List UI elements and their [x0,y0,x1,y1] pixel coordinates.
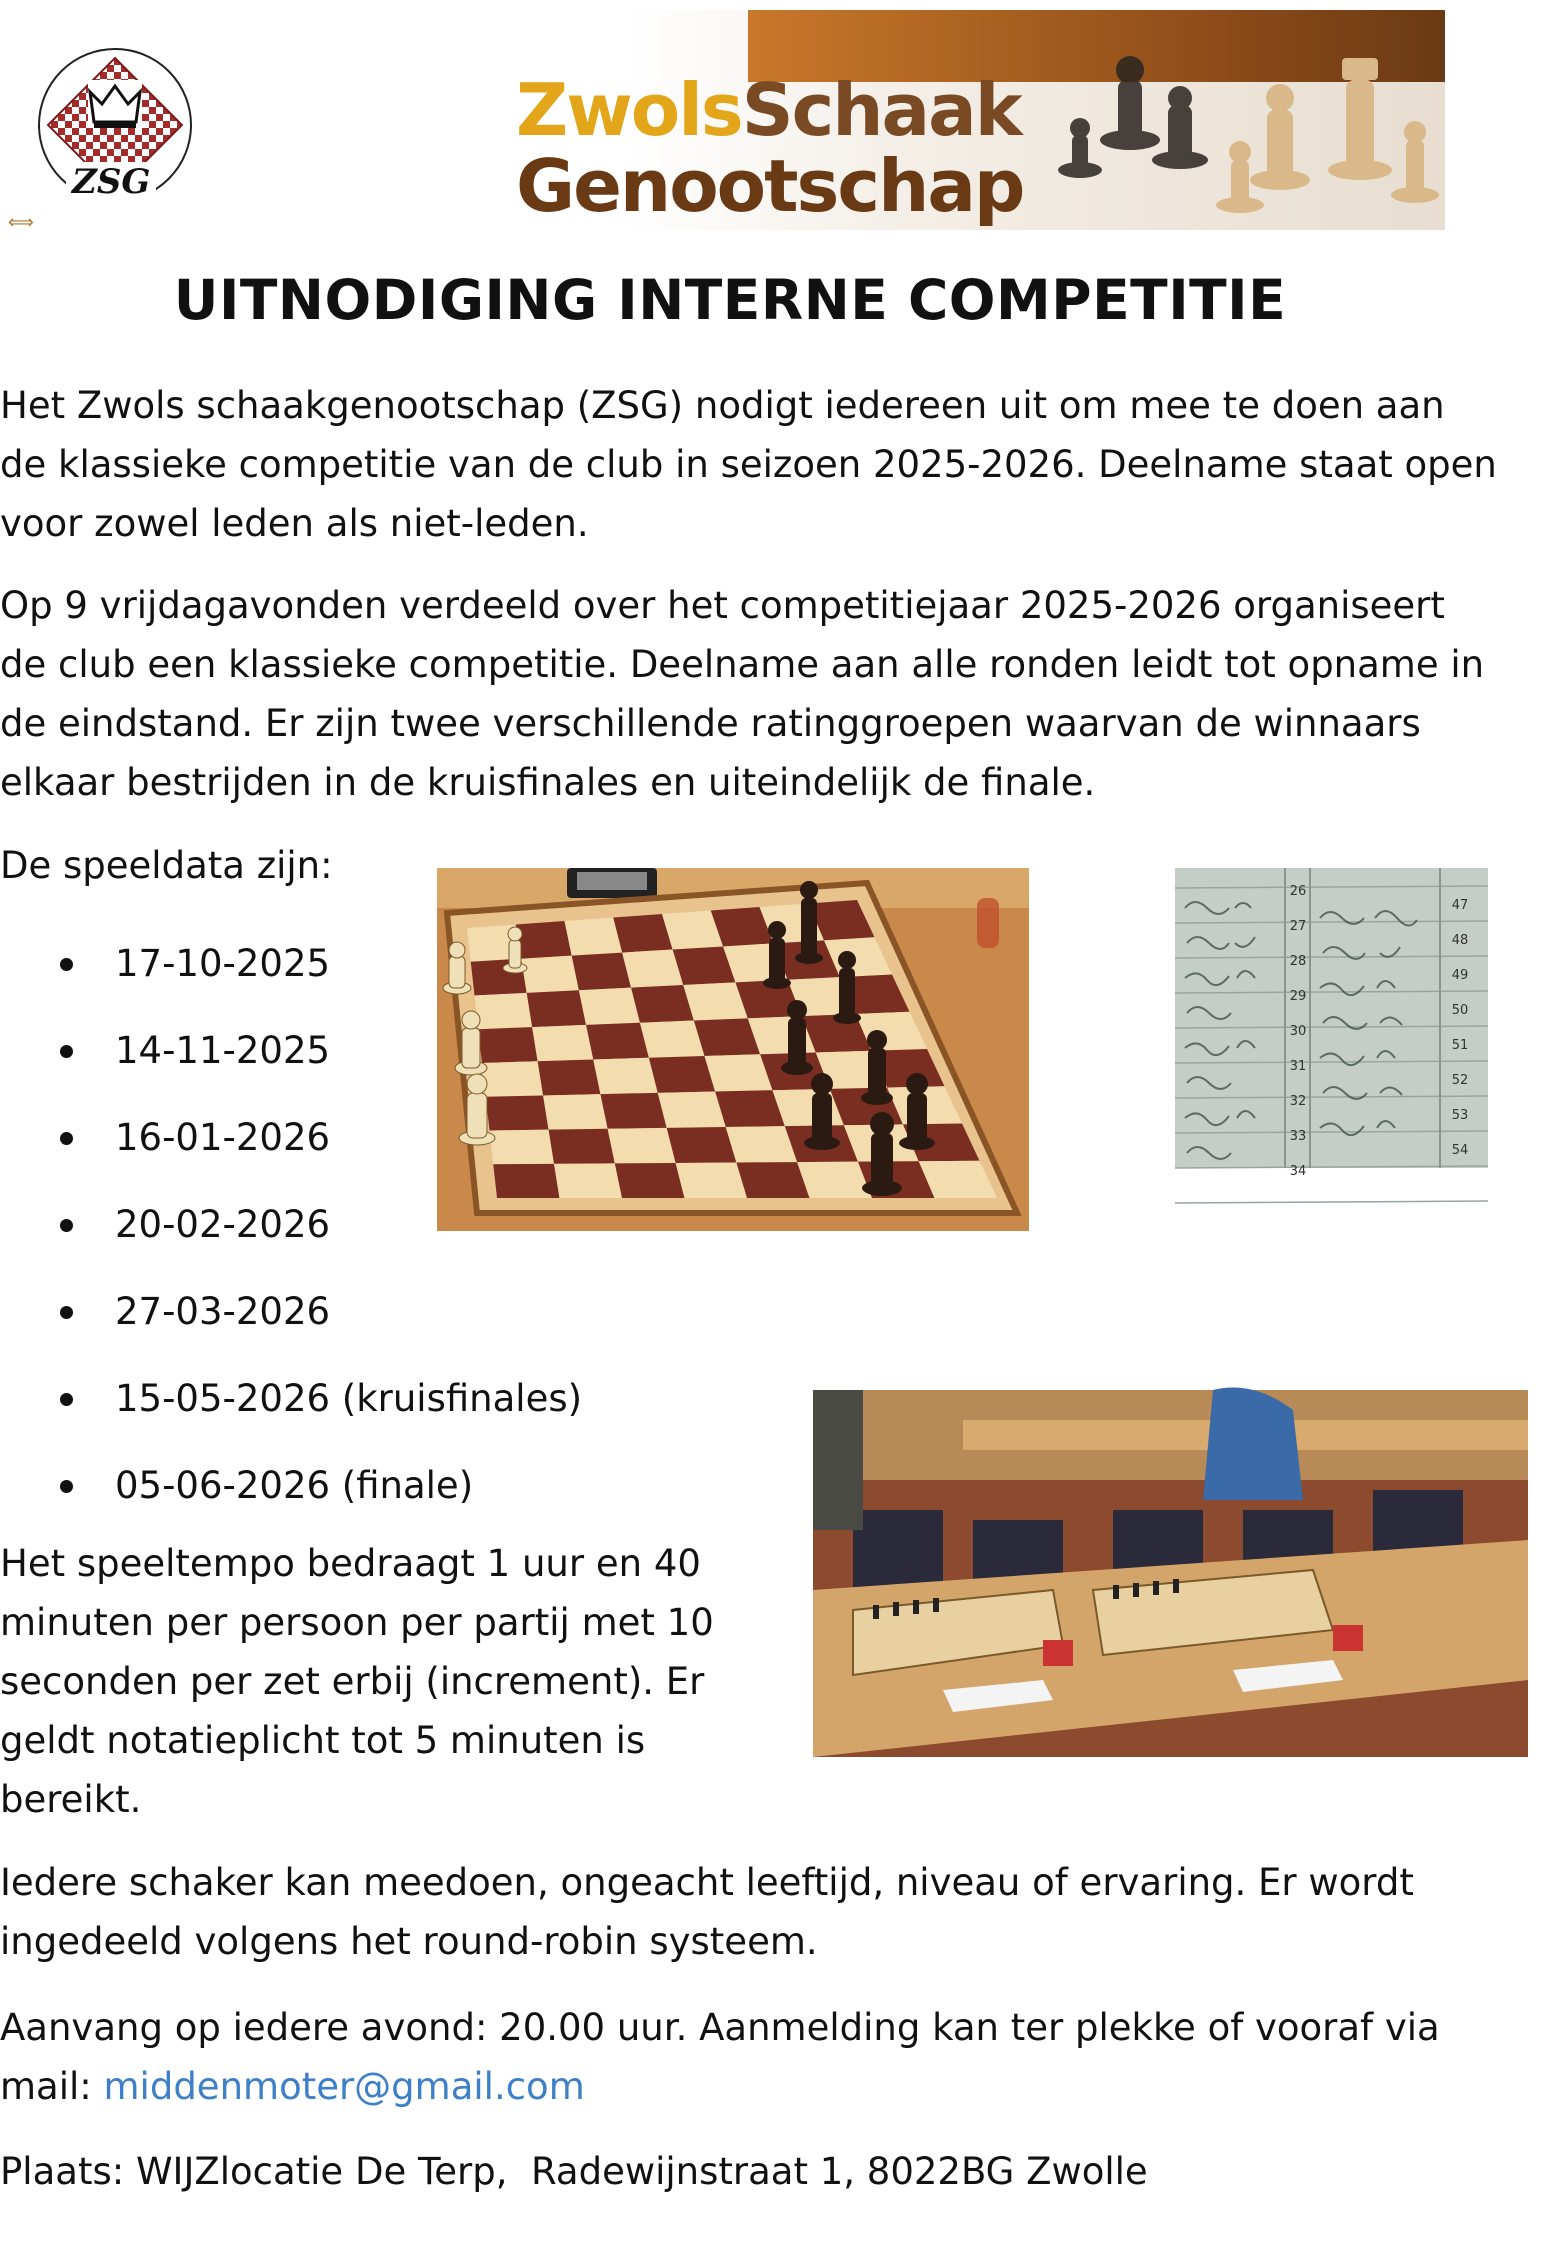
move-number: 54 [1451,1143,1469,1158]
move-number: 26 [1289,884,1307,899]
competition-paragraph [0,576,1484,812]
competition-line: elkaar bestrijden in de kruisfinales en uiteindelijk de finale. [0,761,1096,804]
date-text: 05-06-2026 (finale) [115,1464,474,1507]
competition-line: de eindstand. Er zijn twee verschillende ratinggroepen waarvan de winnaars [0,702,1421,745]
dates-heading: De speeldata zijn: [0,844,333,887]
logo-initials: ZSG [66,162,156,202]
tempo-line: bereikt. [0,1778,142,1821]
tempo-line: geldt notatieplicht tot 5 minuten is [0,1719,646,1762]
move-number: 51 [1451,1038,1469,1053]
chessboard-photo [437,868,1029,1231]
date-text: 17-10-2025 [115,942,331,985]
bullet-icon [60,1393,73,1406]
move-number: 30 [1289,1024,1307,1039]
banner-word-schaak: Schaak [741,68,1021,152]
move-number: 49 [1451,968,1469,983]
competition-line: de club een klassieke competitie. Deelname aan alle ronden leidt tot opname in [0,643,1485,686]
list-item [0,1442,582,1529]
move-number: 53 [1451,1108,1469,1123]
tempo-line: Het speeltempo bedraagt 1 uur en 40 [0,1542,701,1585]
scoresheet-numbers-right [1445,888,1475,1168]
move-number: 34 [1289,1164,1307,1179]
list-item [0,1268,582,1355]
bullet-icon [60,1219,73,1232]
location-line: Plaats: WIJZlocatie De Terp, Radewijnstraat 1, 8022BG Zwolle [0,2150,1148,2193]
move-number: 31 [1289,1059,1307,1074]
move-number: 48 [1451,933,1469,948]
banner-word-zwols: Zwols [516,68,742,152]
intro-paragraph [0,376,1497,553]
move-number: 52 [1451,1073,1469,1088]
intro-line: Het Zwols schaakgenootschap (ZSG) nodigt iedereen uit om mee te doen aan [0,384,1445,427]
date-text: 14-11-2025 [115,1029,331,1072]
eligibility-line: Iedere schaker kan meedoen, ongeacht leeftijd, niveau of ervaring. Er wordt [0,1861,1414,1904]
list-item [0,1355,582,1442]
eligibility-line: ingedeeld volgens het round-robin systeem. [0,1920,818,1963]
date-text: 27-03-2026 [115,1290,331,1333]
anchor-handle-icon: ⟺ [8,212,34,233]
start-paragraph [0,1998,1440,2116]
mail-label: mail: [0,2065,104,2108]
bullet-icon [60,1045,73,1058]
tournament-hall-photo [813,1390,1528,1757]
start-line: Aanvang op iedere avond: 20.00 uur. Aanmelding kan ter plekke of vooraf via [0,2006,1440,2049]
date-text: 16-01-2026 [115,1116,331,1159]
scoresheet-numbers-left [1287,874,1309,1189]
move-number: 29 [1289,989,1307,1004]
club-banner [516,10,1445,230]
page-title: UITNODIGING INTERNE COMPETITIE [173,268,1287,332]
move-number: 28 [1289,954,1307,969]
date-text: 15-05-2026 (kruisfinales) [115,1377,583,1420]
move-number: 33 [1289,1129,1307,1144]
eligibility-paragraph [0,1853,1414,1971]
tempo-line: seconden per zet erbij (increment). Er [0,1660,705,1703]
email-link[interactable]: middenmoter@gmail.com [103,2065,585,2108]
intro-line: de klassieke competitie van de club in seizoen 2025-2026. Deelname staat open [0,443,1497,486]
scoresheet-photo [1175,868,1488,1179]
bullet-icon [60,1480,73,1493]
move-number: 50 [1451,1003,1469,1018]
intro-line: voor zowel leden als niet-leden. [0,502,589,545]
email-line [0,2057,1440,2116]
competition-line: Op 9 vrijdagavonden verdeeld over het competitiejaar 2025-2026 organiseert [0,584,1445,627]
banner-word-genootschap: Genootschap [516,144,1024,228]
move-number: 27 [1289,919,1307,934]
bullet-icon [60,958,73,971]
date-text: 20-02-2026 [115,1203,331,1246]
tempo-paragraph [0,1534,714,1829]
bullet-icon [60,1132,73,1145]
move-number: 47 [1451,898,1469,913]
move-number: 32 [1289,1094,1307,1109]
bullet-icon [60,1306,73,1319]
tempo-line: minuten per persoon per partij met 10 [0,1601,714,1644]
